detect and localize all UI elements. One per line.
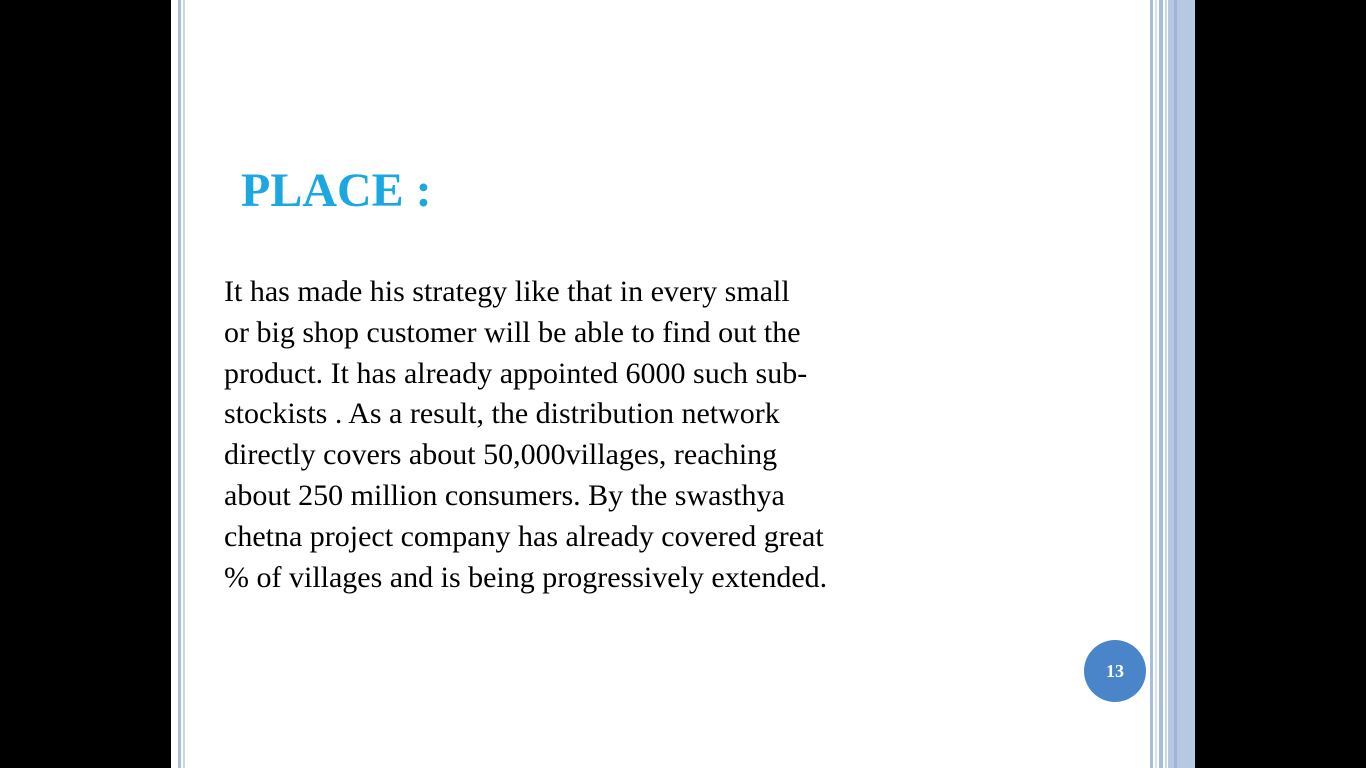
slide-body-text xyxy=(224,272,924,598)
body-line: about 250 million consumers. By the swasthya xyxy=(224,478,785,512)
slide-title: PLACE : xyxy=(241,164,432,217)
body-line: % of villages and is being progressively extended. xyxy=(224,560,828,594)
slide-number-badge: 13 xyxy=(1084,640,1146,702)
body-line: chetna project company has already covered great xyxy=(224,519,824,553)
right-border-band-stripe xyxy=(1174,0,1177,768)
body-line: product. It has already appointed 6000 such sub- xyxy=(224,356,808,390)
right-border-line xyxy=(1150,0,1153,768)
right-border-band xyxy=(1168,0,1195,768)
right-border-line-light xyxy=(1155,0,1157,768)
left-border-line-inner xyxy=(183,0,185,768)
body-line: stockists . As a result, the distribution network xyxy=(224,397,780,431)
right-border-line-mid xyxy=(1159,0,1163,768)
right-border-line-thin xyxy=(1165,0,1167,768)
body-line: directly covers about 50,000villages, reaching xyxy=(224,438,778,472)
body-line: or big shop customer will be able to find out the xyxy=(224,315,801,349)
body-line: It has made his strategy like that in every small xyxy=(224,275,790,308)
slide-canvas xyxy=(171,0,1195,768)
left-border-line xyxy=(178,0,181,768)
